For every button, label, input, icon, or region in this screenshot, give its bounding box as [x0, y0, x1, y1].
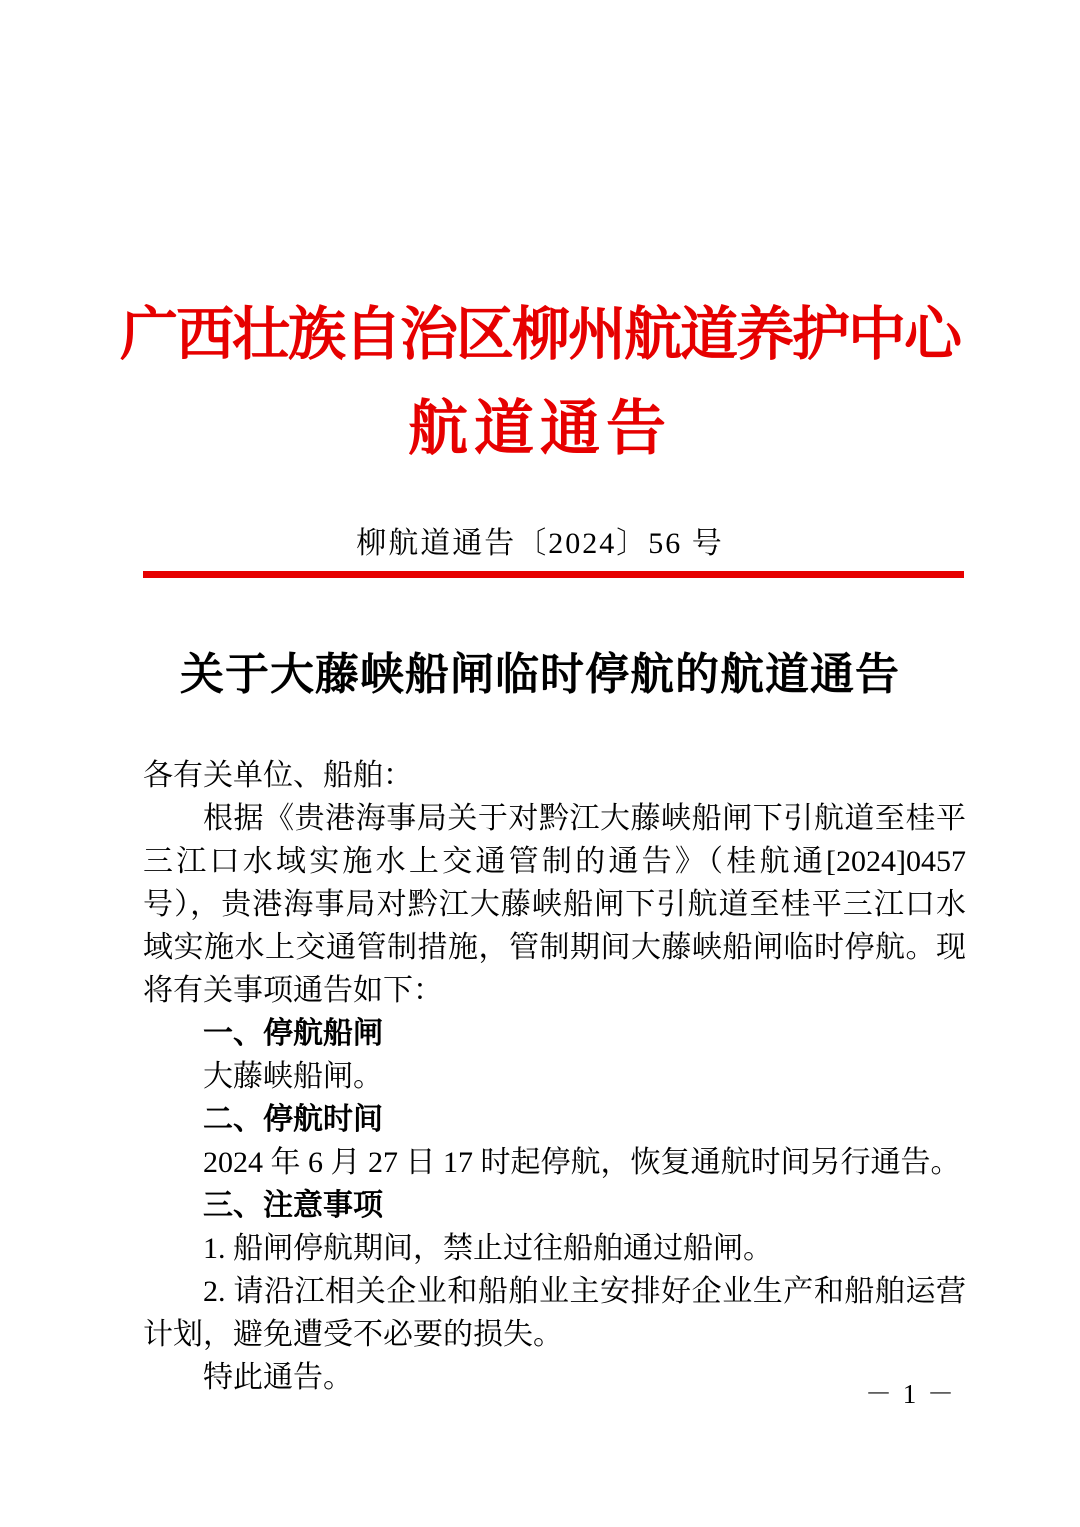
paragraph: 特此通告。 [203, 1361, 353, 1394]
notice-title: 关于大藤峡船闸临时停航的航道通告 [180, 650, 900, 699]
paragraph: 根据《贵港海事局关于对黔江大藤峡船闸下引航道至桂平三江口水域实施水上交通管制的通告》（桂航通[2024]0457 号），贵港海事局对黔江大藤峡船闸下引航道至桂平三江口水域实施水上交通管制措施，管制期间大藤峡船闸临时停航。现将有关事项通告如下： [143, 802, 966, 1007]
paragraph: 1. 船闸停航期间，禁止过往船舶通过船闸。 [203, 1232, 773, 1265]
red-divider-rule [143, 571, 964, 578]
paragraph: 一、停航船闸 [203, 1017, 383, 1050]
document-header [0, 0, 1080, 578]
paragraph: 三、注意事项 [203, 1189, 383, 1222]
paragraph: 二、停航时间 [203, 1103, 383, 1136]
doc-number: 柳航道通告〔2024〕56 号 [356, 527, 724, 560]
paragraph: 大藤峡船闸。 [203, 1060, 383, 1093]
page-number: － 1 － [865, 1379, 956, 1409]
paragraph: 各有关单位、船舶： [143, 759, 413, 792]
paragraph: 2. 请沿江相关企业和船舶业主安排好企业生产和船舶运营计划，避免遭受不必要的损失。 [143, 1275, 966, 1351]
notice-body [143, 754, 966, 1399]
paragraph: 2024 年 6 月 27 日 17 时起停航，恢复通航时间另行通告。 [203, 1146, 961, 1179]
doc-type-title: 航道通告 [408, 396, 672, 462]
issuing-org-title: 广西壮族自治区柳州航道养护中心 [119, 302, 960, 367]
